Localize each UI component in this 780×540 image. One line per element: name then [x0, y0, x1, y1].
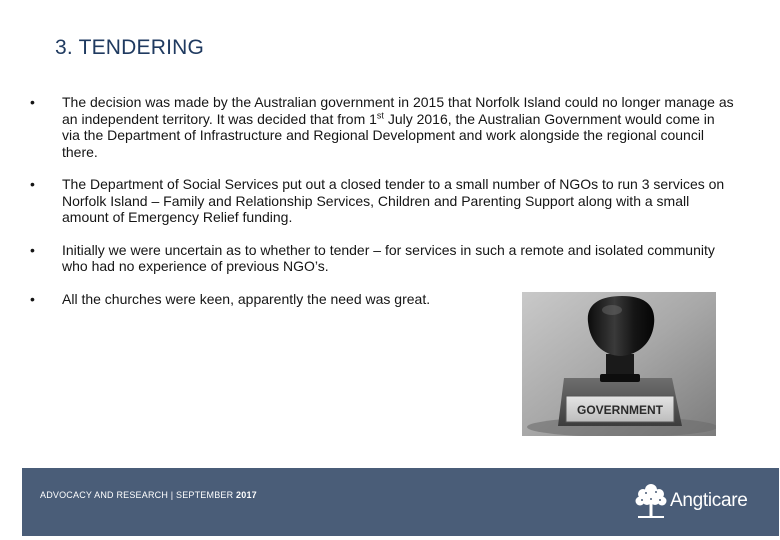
bullet-text: All the churches were keen, apparently the need was great.	[62, 290, 431, 307]
bullet-item	[30, 176, 735, 226]
stamp-illustration	[522, 292, 716, 436]
bullet-list	[30, 94, 735, 323]
slide-title: 3. TENDERING	[55, 36, 205, 59]
bullet-text: Initially we were uncertain as to whether to tender – for services in such a remote and isolated community who had no experience of previous NGO’s.	[62, 241, 715, 274]
bullet-text-continued: July 2016, the Australian Government would come in via the Department of Infrastructure and Regional Development and work alongside the regional council there.	[62, 110, 715, 160]
bullet-item	[30, 242, 735, 275]
footer-bar	[22, 468, 779, 536]
bullet-marker: •	[30, 176, 35, 192]
stamp-label: GOVERNMENT	[576, 403, 664, 417]
tree-logo-icon	[634, 480, 668, 524]
bullet-marker: •	[30, 94, 35, 110]
bullet-text: The Department of Social Services put out a closed tender to a small number of NGOs to run 3 services on Norfolk Island – Family and Relationship Services, Children and Parenting Support along with a small amount of Emergency Relief funding.	[62, 176, 725, 225]
footer-year: 2017	[236, 490, 257, 500]
bullet-marker: •	[30, 290, 35, 307]
ordinal-superscript: st	[376, 109, 384, 120]
anglicare-logo	[634, 476, 764, 528]
footer-caption	[40, 490, 257, 500]
bullet-item	[30, 94, 735, 160]
bullet-marker: •	[30, 241, 35, 258]
logo-wordmark: Angticare	[670, 490, 748, 511]
government-stamp-image	[522, 292, 716, 436]
bullet-text: The decision was made by the Australian government in 2015 that Norfolk Island could no longer manage as an independent territory. It was decided that from 1	[62, 94, 734, 127]
footer-label: ADVOCACY AND RESEARCH | SEPTEMBER	[40, 490, 234, 500]
